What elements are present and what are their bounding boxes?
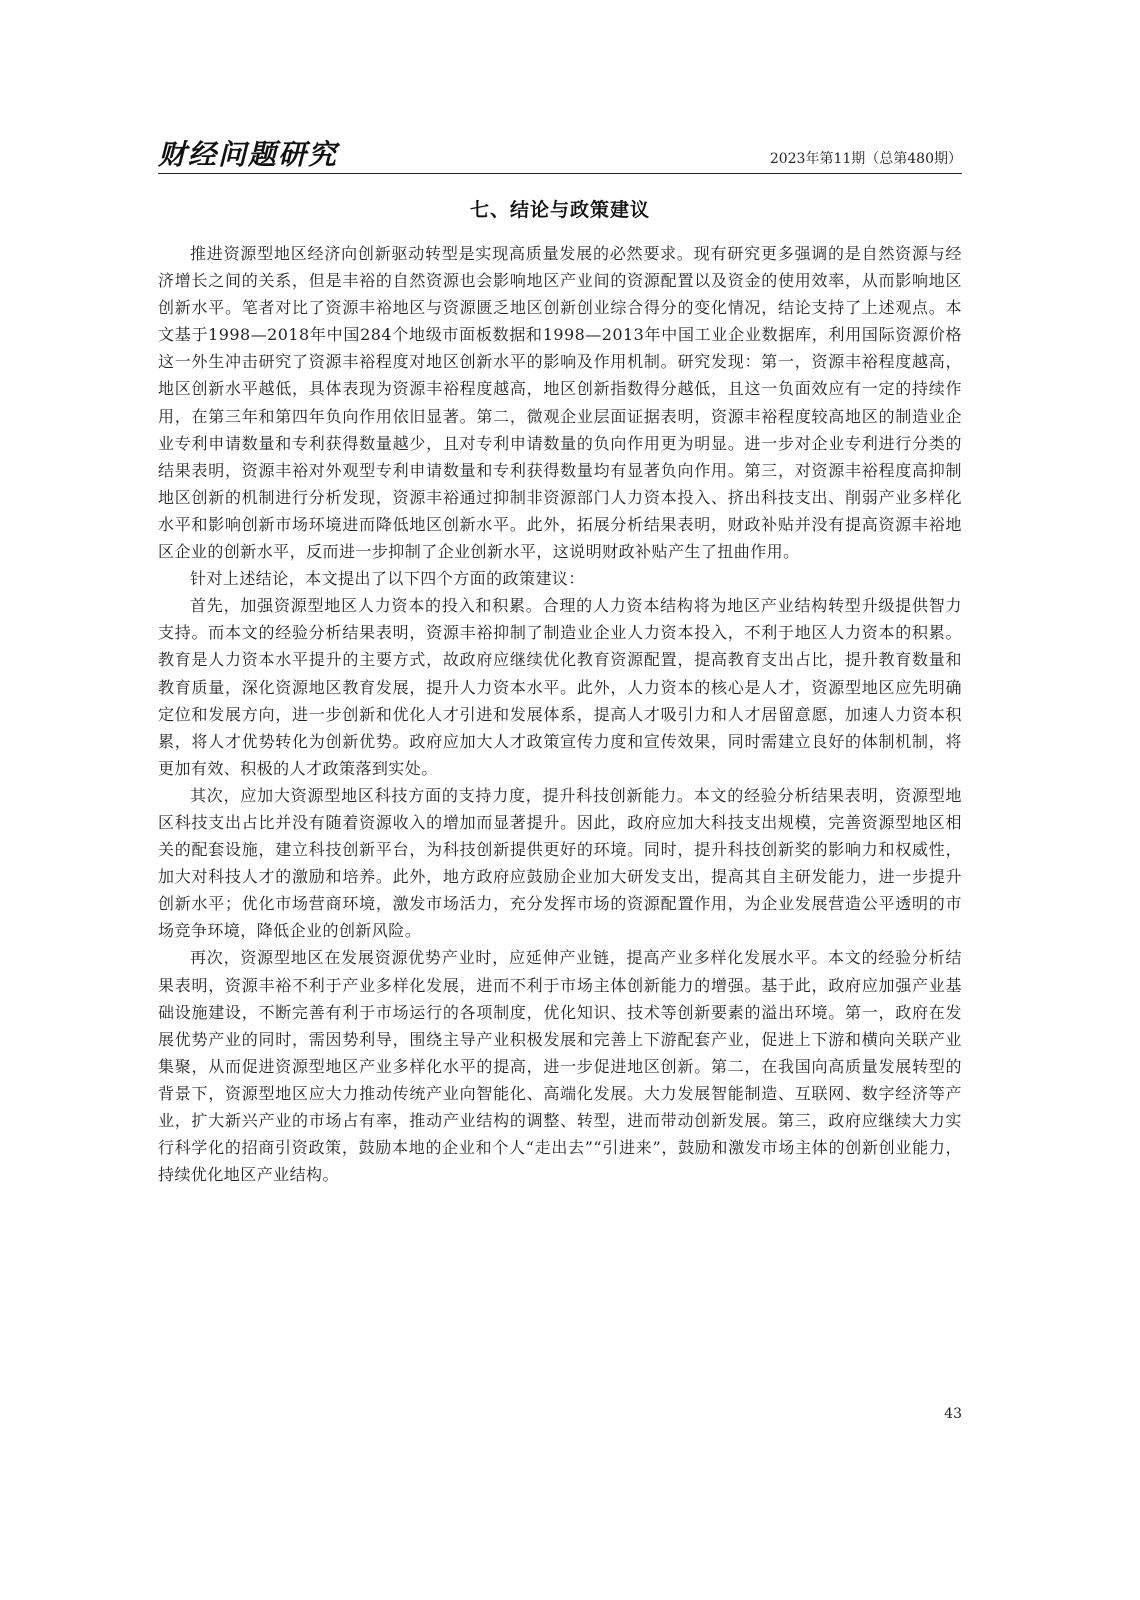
paragraph-policy-intro: 针对上述结论，本文提出了以下四个方面的政策建议： <box>190 569 585 589</box>
page-number: 43 <box>944 1406 962 1422</box>
body-text <box>158 240 962 1188</box>
paragraph-technology-support: 其次，应加大资源型地区科技方面的支持力度，提升科技创新能力。本文的经验分析结果表明，资源型地区科技支出占比并没有随着资源收入的增加而显著提升。因此，政府应加大科技支出规模，完善资源型地区相关的配套设施，建立科技创新平台，为科技创新提供更好的环境。同时，提升科技创新奖的影响力和权威性，加大对科技人才的激励和培养。此外，地方政府应鼓励企业加大研发支出，提高其自主研发能力，进一步提升创新水平；优化市场营商环境，激发市场活力，充分发挥市场的资源配置作用，为企业发展营造公平透明的市场竞争环境，降低企业的创新风险。 <box>158 785 962 941</box>
paragraph-human-capital: 首先，加强资源型地区人力资本的投入和积累。合理的人力资本结构将为地区产业结构转型升级提供智力支持。而本文的经验分析结果表明，资源丰裕抑制了制造业企业人力资本投入，不利于地区人力资本的积累。教育是人力资本水平提升的主要方式，故政府应继续优化教育资源配置，提高教育支出占比，提升教育数量和教育质量，深化资源地区教育发展，提升人力资本水平。此外，人力资本的核心是人才，资源型地区应先明确定位和发展方向，进一步创新和优化人才引进和发展体系，提高人才吸引力和人才居留意愿，加速人力资本积累，将人才优势转化为创新优势。政府应加大人才政策宣传力度和宣传效果，同时需建立良好的体制机制，将更加有效、积极的人才政策落到实处。 <box>158 596 962 778</box>
header-divider <box>158 173 962 174</box>
section-heading: 七、结论与政策建议 <box>469 199 650 221</box>
paragraph-conclusion: 推进资源型地区经济向创新驱动转型是实现高质量发展的必然要求。现有研究更多强调的是自然资源与经济增长之间的关系，但是丰裕的自然资源也会影响地区产业间的资源配置以及资金的使用效率，从而影响地区创新水平。笔者对比了资源丰裕地区与资源匮乏地区创新创业综合得分的变化情况，结论支持了上述观点。本文基于1998—2018年中国284个地级市面板数据和1998—2013年中国工业企业数据库，利用国际资源价格这一外生冲击研究了资源丰裕程度对地区创新水平的影响及作用机制。研究发现：第一，资源丰裕程度越高，地区创新水平越低，具体表现为资源丰裕程度越高，地区创新指数得分越低，且这一负面效应有一定的持续作用，在第三年和第四年负向作用依旧显著。第二，微观企业层面证据表明，资源丰裕程度较高地区的制造业企业专利申请数量和专利获得数量越少，且对专利申请数量的负向作用更为明显。进一步对企业专利进行分类的结果表明，资源丰裕对外观型专利申请数量和专利获得数量均有显著负向作用。第三，对资源丰裕程度高抑制地区创新的机制进行分析发现，资源丰裕通过抑制非资源部门人力资本投入、挤出科技支出、削弱产业多样化水平和影响创新市场环境进而降低地区创新水平。此外，拓展分析结果表明，财政补贴并没有提高资源丰裕地区企业的创新水平，反而进一步抑制了企业创新水平，这说明财政补贴产生了扭曲作用。 <box>158 244 962 562</box>
paragraph-industry-diversification: 再次，资源型地区在发展资源优势产业时，应延伸产业链，提高产业多样化发展水平。本文的经验分析结果表明，资源丰裕不利于产业多样化发展，进而不利于市场主体创新能力的增强。基于此，政府应加强产业基础设施建设，不断完善有利于市场运行的各项制度，优化知识、技术等创新要素的溢出环境。第一，政府在发展优势产业的同时，需因势利导，围绕主导产业积极发展和完善上下游配套产业，促进上下游和横向关联产业集聚，从而促进资源型地区产业多样化水平的提高，进一步促进地区创新。第二，在我国向高质量发展转型的背景下，资源型地区应大力推动传统产业向智能化、高端化发展。大力发展智能制造、互联网、数字经济等产业，扩大新兴产业的市场占有率，推动产业结构的调整、转型，进而带动创新发展。第三，政府应继续大力实行科学化的招商引资政策，鼓励本地的企业和个人“走出去”“引进来”，鼓励和激发市场主体的创新创业能力，持续优化地区产业结构。 <box>158 948 962 1185</box>
journal-logo: 财经问题研究 <box>158 138 339 171</box>
issue-info: 2023年第11期（总第480期） <box>769 151 962 167</box>
